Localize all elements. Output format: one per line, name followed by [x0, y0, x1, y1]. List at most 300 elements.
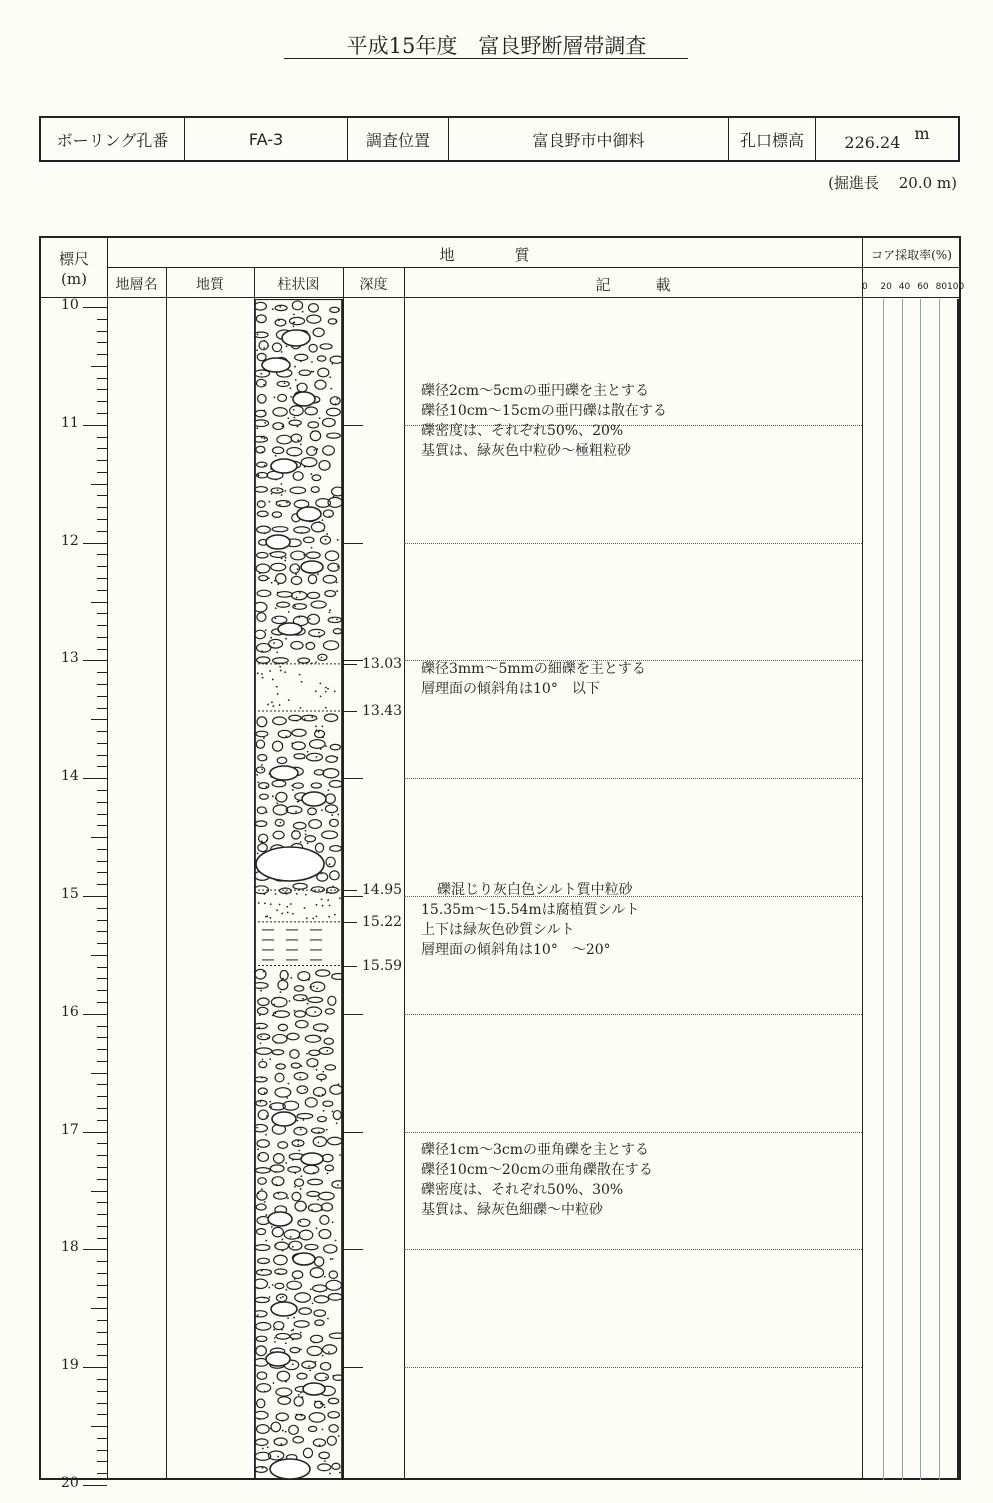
sand-dot	[317, 448, 319, 450]
gravel-mark	[307, 1059, 318, 1067]
sand-dot	[288, 1083, 290, 1085]
sand-dot	[305, 830, 307, 832]
depth-column-tick	[343, 778, 363, 779]
scale-tick	[97, 1297, 107, 1298]
gravel-mark	[274, 1255, 288, 1265]
header-line-1	[107, 267, 959, 268]
sand-dot	[285, 638, 287, 640]
sand-dot	[280, 822, 282, 824]
sand-dot	[297, 1144, 299, 1146]
sand-dot	[285, 1162, 287, 1164]
sand-dot	[308, 1365, 310, 1367]
scale-tick	[97, 672, 107, 673]
sand-dot	[326, 892, 328, 894]
sand-dot	[311, 1209, 313, 1211]
sand-dot	[267, 704, 269, 706]
scale-tick	[83, 1367, 107, 1368]
gravel-mark	[256, 1100, 267, 1106]
sand-dot	[261, 1270, 263, 1272]
sand-dot	[323, 1404, 325, 1406]
scale-tick	[97, 495, 107, 496]
gravel-mark	[306, 642, 315, 649]
gravel-mark	[299, 1308, 312, 1315]
gravel-mark	[314, 1310, 326, 1316]
gravel-mark	[306, 552, 320, 558]
gravel-mark	[330, 356, 343, 363]
gravel-mark	[301, 458, 317, 467]
cobble-mark	[268, 1212, 292, 1226]
description-block-3	[421, 880, 639, 960]
sand-dot	[275, 479, 277, 481]
gravel-mark	[294, 1397, 303, 1406]
gravel-mark	[275, 1073, 284, 1082]
sand-dot	[316, 401, 318, 403]
gravel-mark	[327, 1436, 336, 1445]
sand-dot	[335, 1240, 337, 1242]
gravel-mark	[308, 575, 316, 584]
sand-dot	[330, 388, 332, 390]
gravel-mark	[272, 343, 281, 352]
scale-label: 10	[61, 297, 79, 313]
gravel-mark	[314, 770, 324, 775]
gravel-mark	[255, 487, 268, 493]
scale-tick	[97, 755, 107, 756]
gravel-mark	[287, 1281, 302, 1289]
columnar-section	[254, 299, 343, 1480]
gravel-mark	[273, 1011, 289, 1018]
sand-dot	[261, 1188, 263, 1190]
gravel-mark	[256, 767, 264, 773]
gravel-mark	[292, 1271, 302, 1279]
sand-dot	[258, 1192, 260, 1194]
scale-tick	[83, 543, 107, 544]
sand-dot	[317, 1199, 319, 1201]
gravel-mark	[257, 1399, 265, 1408]
sand-dot	[327, 789, 329, 791]
sand-dot	[294, 1172, 296, 1174]
sand-dot	[316, 916, 318, 918]
sand-dot	[272, 705, 274, 707]
gravel-mark	[255, 969, 266, 979]
elevation-value: 226.24	[844, 132, 901, 152]
sand-dot	[292, 913, 294, 915]
gravel-mark	[275, 1088, 291, 1097]
sand-dot	[325, 1377, 327, 1379]
cobble-mark	[270, 1459, 310, 1479]
sand-dot	[320, 1403, 322, 1405]
sand-dot	[278, 319, 280, 321]
gravel-mark	[280, 970, 288, 980]
scale-tick	[91, 602, 107, 603]
gravel-mark	[275, 1283, 284, 1288]
gravel-mark	[305, 1035, 321, 1042]
gravel-mark	[258, 998, 269, 1006]
sand-dot	[266, 811, 268, 813]
gravel-mark	[271, 997, 287, 1006]
gravel-mark	[326, 756, 337, 762]
scale-label: 19	[61, 1357, 79, 1374]
sand-dot	[297, 1140, 299, 1142]
gravel-mark	[274, 1322, 284, 1330]
sand-dot	[322, 519, 324, 521]
sand-dot	[280, 1297, 282, 1299]
sand-dot	[296, 720, 298, 722]
sand-dot	[300, 841, 302, 843]
sand-dot	[285, 736, 287, 738]
cobble-mark	[293, 392, 315, 406]
gravel-mark	[254, 1124, 267, 1132]
sand-dot	[259, 1014, 261, 1016]
scale-tick	[97, 1391, 107, 1392]
drill-length: (掘進長 20.0 m)	[828, 174, 957, 192]
gravel-mark	[254, 1077, 267, 1082]
gravel-mark	[313, 328, 324, 336]
sand-dot	[286, 345, 288, 347]
sand-dot	[325, 745, 327, 747]
scale-label: 18	[61, 1239, 79, 1256]
scale-tick	[97, 708, 107, 709]
sand-dot	[300, 1332, 302, 1334]
gravel-mark	[284, 1230, 300, 1239]
sand-dot	[315, 725, 317, 727]
sand-dot	[327, 1318, 329, 1320]
gravel-mark	[309, 344, 317, 352]
sand-dot	[325, 691, 327, 693]
depth-column-tick	[343, 1367, 363, 1368]
sand-dot	[271, 1226, 273, 1228]
sand-dot	[275, 893, 277, 895]
scale-tick	[97, 931, 107, 932]
gravel-mark	[272, 616, 287, 623]
sand-dot	[265, 1134, 267, 1136]
sand-dot	[291, 1330, 293, 1332]
gravel-mark	[255, 1467, 267, 1473]
sand-dot	[262, 451, 264, 453]
scale-tick	[97, 1049, 107, 1050]
gravel-mark	[333, 629, 341, 634]
gravel-mark	[289, 420, 301, 425]
sand-dot	[264, 1391, 266, 1393]
gravel-mark	[308, 1179, 323, 1184]
scale-tick	[97, 1214, 107, 1215]
sand-dot	[292, 789, 294, 791]
sand-dot	[261, 673, 263, 675]
scale-tick	[97, 389, 107, 390]
sand-dot	[271, 582, 273, 584]
sand-dot	[300, 1065, 302, 1067]
gravel-mark	[326, 857, 335, 867]
sand-dot	[276, 652, 278, 654]
sand-dot	[293, 409, 295, 411]
gravel-mark	[293, 883, 307, 889]
sand-dot	[258, 902, 260, 904]
sand-dot	[258, 475, 260, 477]
bore-number-label: ボーリング孔番	[41, 118, 185, 160]
core-rate-tick-label: 20	[880, 282, 892, 292]
depth-column-tick	[343, 660, 363, 661]
cobble-mark	[297, 507, 321, 521]
gravel-mark	[318, 368, 329, 377]
sand-dot	[319, 682, 321, 684]
sand-dot	[266, 1115, 268, 1117]
sand-dot	[278, 1192, 280, 1194]
gravel-mark	[290, 1334, 301, 1339]
sand-dot	[329, 905, 331, 907]
sand-dot	[278, 1272, 280, 1274]
sand-dot	[314, 1400, 316, 1402]
sand-dot	[316, 1227, 318, 1229]
sand-dot	[285, 1342, 287, 1344]
gravel-mark	[325, 1165, 333, 1171]
sand-dot	[298, 1237, 300, 1239]
header-line-2	[41, 297, 959, 298]
gravel-mark	[308, 1204, 322, 1212]
sand-dot	[282, 1250, 284, 1252]
gravel-mark	[257, 613, 266, 622]
gravel-mark	[323, 510, 333, 517]
scale-tick	[91, 366, 107, 367]
sand-dot	[271, 493, 273, 495]
sand-dot	[275, 797, 277, 799]
sand-dot	[267, 1446, 269, 1448]
description-line: 基質は、緑灰色細礫～中粒砂	[421, 1202, 603, 1218]
gravel-mark	[257, 353, 266, 360]
gravel-mark	[308, 1426, 316, 1431]
gravel-mark	[258, 1088, 267, 1094]
sand-dot	[293, 325, 295, 327]
gravel-mark	[329, 1271, 337, 1278]
scale-unit-header: (m)	[61, 270, 87, 288]
sand-dot	[277, 693, 279, 695]
gravel-mark	[325, 805, 337, 813]
gravel-mark	[290, 406, 304, 416]
sand-dot	[310, 473, 312, 475]
sand-dot	[294, 455, 296, 457]
scale-tick	[97, 1155, 107, 1156]
sand-dot	[262, 1448, 264, 1450]
gravel-mark	[254, 332, 268, 338]
gravel-mark	[255, 1297, 269, 1302]
sand-dot	[263, 347, 265, 349]
scale-tick	[97, 825, 107, 826]
sand-dot	[325, 539, 327, 541]
sand-dot	[284, 382, 286, 384]
sand-dot	[298, 1394, 300, 1396]
gravel-mark	[259, 834, 268, 842]
sand-dot	[258, 1418, 260, 1420]
depth-mark-tick	[343, 966, 357, 967]
sand-dot	[275, 618, 277, 620]
gravel-mark	[307, 1191, 319, 1196]
scale-tick	[97, 684, 107, 685]
gravel-mark	[317, 356, 326, 361]
sand-dot	[312, 1367, 314, 1369]
cobble-mark	[301, 561, 323, 573]
gravel-mark	[254, 1411, 268, 1419]
gravel-mark	[311, 601, 326, 608]
gravel-mark	[257, 590, 271, 596]
gravel-mark	[274, 1192, 288, 1199]
depth-mark-tick	[343, 664, 357, 665]
gravel-mark	[330, 846, 342, 852]
sand-dot	[279, 704, 281, 706]
sand-dot	[306, 917, 308, 919]
scale-tick	[97, 731, 107, 732]
scale-tick	[97, 990, 107, 991]
sand-dot	[270, 1270, 272, 1272]
sand-dot	[326, 533, 328, 535]
gravel-mark	[257, 1425, 270, 1434]
gravel-mark	[294, 1127, 307, 1135]
description-block-1	[421, 381, 667, 461]
gravel-mark	[276, 792, 287, 802]
sand-dot	[318, 731, 320, 733]
sand-dot	[319, 1037, 321, 1039]
scale-label: 11	[61, 414, 79, 431]
sand-dot	[314, 1376, 316, 1378]
gravel-mark	[256, 1336, 267, 1341]
core-rate-header: コア採取率(%)	[871, 248, 952, 262]
sand-dot	[258, 1154, 260, 1156]
sand-dot	[278, 1063, 280, 1065]
gravel-mark	[254, 1311, 267, 1317]
gravel-mark	[258, 1110, 268, 1119]
gravel-mark	[296, 1020, 309, 1027]
scale-tick	[91, 719, 107, 720]
sand-dot	[291, 596, 293, 598]
sand-dot	[315, 729, 317, 731]
sand-dot	[320, 1030, 322, 1032]
sand-dot	[283, 1030, 285, 1032]
gravel-mark	[323, 1101, 333, 1106]
sand-dot	[279, 306, 281, 308]
sand-dot	[326, 1050, 328, 1052]
scale-tick	[83, 425, 107, 426]
gravel-mark	[278, 730, 291, 737]
sand-dot	[301, 1415, 303, 1417]
scale-tick	[97, 696, 107, 697]
gravel-mark	[256, 1204, 266, 1210]
gravel-mark	[310, 982, 325, 992]
sand-dot	[288, 611, 290, 613]
gravel-mark	[320, 344, 332, 349]
sand-dot	[322, 1428, 324, 1430]
sand-dot	[274, 1337, 276, 1339]
gravel-mark	[257, 1140, 269, 1148]
gravel-mark	[324, 1245, 337, 1253]
scale-tick	[97, 472, 107, 473]
sand-dot	[260, 990, 262, 992]
sand-dot	[266, 839, 268, 841]
scale-tick	[97, 908, 107, 909]
sand-dot	[300, 1128, 302, 1130]
gravel-mark	[308, 997, 323, 1002]
scale-tick	[97, 861, 107, 862]
core-rate-gridline	[902, 299, 903, 1480]
sand-dot	[282, 1420, 284, 1422]
gravel-mark	[273, 1154, 284, 1164]
sand-dot	[263, 971, 265, 973]
gravel-mark	[272, 780, 286, 787]
sand-dot	[276, 686, 278, 688]
sand-dot	[295, 379, 297, 381]
gravel-mark	[294, 1011, 305, 1017]
sand-dot	[262, 1058, 264, 1060]
sand-dot	[273, 1329, 275, 1331]
gravel-mark	[329, 781, 342, 788]
gravel-mark	[311, 1335, 323, 1342]
sand-dot	[330, 1258, 332, 1260]
scale-tick	[97, 766, 107, 767]
gravel-mark	[324, 714, 337, 721]
sand-dot	[329, 376, 331, 378]
scale-tick	[97, 1261, 107, 1262]
cobble-mark	[293, 1253, 315, 1265]
sand-dot	[315, 756, 317, 758]
gravel-mark	[254, 1023, 267, 1028]
sand-dot	[318, 1094, 320, 1096]
gravel-mark	[269, 639, 283, 648]
sand-dot	[307, 751, 309, 753]
elevation-unit: m	[914, 123, 930, 143]
sand-dot	[325, 707, 327, 709]
gravel-mark	[276, 1413, 288, 1421]
gravel-mark	[277, 757, 287, 763]
gravel-mark	[297, 1113, 313, 1118]
gravel-mark	[298, 658, 310, 663]
sand-dot	[316, 1069, 318, 1071]
gravel-mark	[322, 1154, 333, 1162]
description-line: 礫径10cm～20cmの亜角礫散在する	[421, 1162, 653, 1178]
gravel-mark	[311, 1128, 324, 1133]
sand-dot	[264, 1201, 266, 1203]
sand-dot	[277, 592, 279, 594]
sand-dot	[326, 1129, 328, 1131]
sand-dot	[324, 1276, 326, 1278]
gravel-mark	[326, 1280, 341, 1290]
depth-column-tick	[343, 896, 363, 897]
sand-dot	[256, 349, 258, 351]
sand-dot	[297, 1120, 299, 1122]
scale-tick	[97, 1202, 107, 1203]
sand-dot	[338, 309, 340, 311]
gravel-mark	[270, 552, 285, 558]
sand-dot	[279, 904, 281, 906]
sand-dot	[329, 821, 331, 823]
gravel-mark	[305, 836, 316, 842]
gravel-mark	[256, 731, 268, 737]
sand-dot	[272, 1284, 274, 1286]
sand-dot	[270, 1106, 272, 1108]
scale-tick	[97, 625, 107, 626]
sand-dot	[306, 643, 308, 645]
sand-dot	[332, 1111, 334, 1113]
gravel-mark	[319, 1047, 333, 1054]
gravel-mark	[255, 1439, 268, 1446]
gravel-mark	[256, 1346, 266, 1356]
sand-dot	[294, 366, 296, 368]
scale-tick	[83, 1132, 107, 1133]
sand-dot	[260, 373, 262, 375]
gravel-mark	[325, 591, 336, 597]
gravel-mark	[328, 1398, 338, 1404]
sand-dot	[307, 1003, 309, 1005]
sand-dot	[287, 912, 289, 914]
gravel-mark	[299, 1230, 312, 1240]
sand-dot	[322, 1355, 324, 1357]
sand-dot	[276, 909, 278, 911]
location-label: 調査位置	[348, 118, 449, 160]
